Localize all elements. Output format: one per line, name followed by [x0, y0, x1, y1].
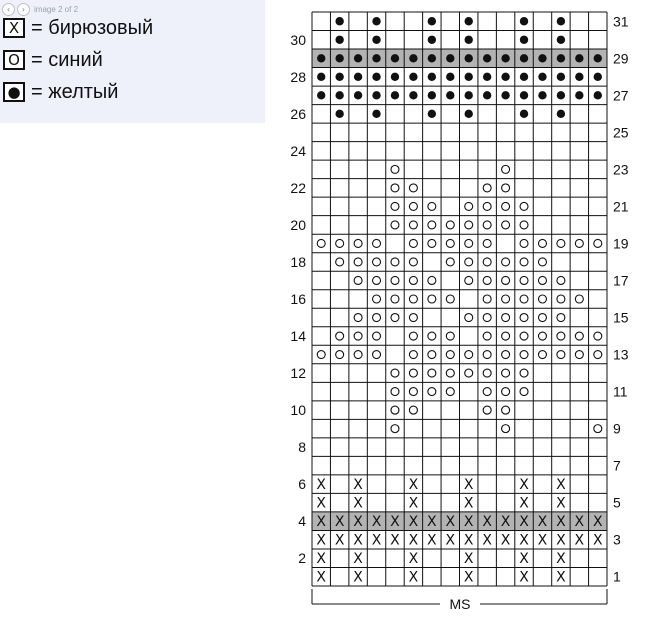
x-stitch: X: [427, 514, 437, 531]
open-circle-stitch: [538, 239, 546, 247]
x-stitch: X: [556, 495, 566, 512]
x-stitch: X: [556, 532, 566, 549]
row-number-left: 12: [290, 365, 306, 382]
filled-dot-stitch: [594, 73, 602, 81]
x-stitch: X: [316, 514, 327, 531]
legend-item-turquoise: [3, 15, 153, 41]
open-circle-stitch: [538, 295, 546, 303]
x-stitch: X: [408, 532, 419, 549]
x-stitch-icon: X: [3, 18, 25, 38]
open-circle-stitch: [336, 239, 344, 247]
open-circle-stitch: [428, 332, 436, 340]
filled-dot-stitch: [372, 91, 380, 99]
open-circle-stitch: [483, 202, 491, 210]
open-circle-stitch: [483, 388, 491, 396]
open-circle-stitch: [446, 369, 454, 377]
open-circle-stitch: [428, 388, 436, 396]
open-circle-stitch: [391, 406, 399, 414]
open-circle-stitch: [575, 351, 583, 359]
filled-dot-stitch: [391, 91, 399, 99]
open-circle-stitch: [465, 202, 473, 210]
filled-dot-stitch: [428, 36, 436, 44]
x-stitch: X: [334, 514, 345, 531]
open-circle-stitch: [354, 239, 362, 247]
x-stitch: X: [353, 569, 363, 586]
filled-dot-stitch: [465, 91, 473, 99]
open-circle-stitch: [373, 295, 381, 303]
open-circle-stitch: [409, 276, 417, 284]
x-stitch: X: [445, 532, 456, 549]
filled-dot-stitch: [520, 73, 528, 81]
open-circle-stitch: [428, 221, 436, 229]
row-number-right: 7: [613, 457, 621, 474]
x-stitch: X: [408, 551, 419, 568]
row-number-left: 10: [290, 402, 306, 419]
filled-dot-stitch: [501, 54, 509, 62]
open-circle-stitch: [483, 406, 491, 414]
x-stitch: X: [353, 532, 363, 549]
x-stitch: X: [537, 532, 548, 549]
legend-label: = желтый: [31, 80, 119, 103]
filled-dot-stitch: [409, 73, 417, 81]
open-circle-stitch: [594, 239, 602, 247]
x-stitch: X: [556, 551, 566, 568]
open-circle-stitch: [502, 221, 510, 229]
row-number-left: 2: [298, 550, 306, 567]
row-number-right: 5: [613, 494, 621, 511]
row-number-right: 17: [613, 272, 629, 289]
x-stitch: X: [519, 514, 529, 531]
x-stitch: X: [556, 514, 566, 531]
row-number-left: 6: [298, 476, 306, 493]
filled-dot-stitch: [557, 110, 565, 118]
x-stitch: X: [482, 514, 492, 531]
open-circle-stitch: [483, 258, 491, 266]
open-circle-stitch: [520, 351, 528, 359]
x-stitch: X: [592, 532, 603, 549]
filled-dot-stitch: [520, 36, 528, 44]
open-circle-stitch: [465, 369, 473, 377]
x-stitch: X: [482, 532, 492, 549]
filled-dot-stitch: [354, 73, 362, 81]
row-number-left: 30: [290, 31, 306, 48]
open-circle-stitch: [575, 239, 583, 247]
row-number-right: 19: [613, 235, 629, 252]
filled-dot-stitch: [391, 73, 399, 81]
open-circle-stitch: [575, 295, 583, 303]
open-circle-stitch: [520, 388, 528, 396]
row-number-left: 26: [290, 105, 306, 122]
x-stitch: X: [390, 514, 400, 531]
x-stitch: X: [390, 532, 400, 549]
open-circle-stitch: [336, 332, 344, 340]
row-number-right: 23: [613, 161, 629, 178]
x-stitch: X: [463, 551, 474, 568]
x-stitch: X: [519, 569, 529, 586]
filled-dot-stitch: [483, 91, 491, 99]
open-circle-stitch: [428, 202, 436, 210]
filled-dot-stitch: [409, 91, 417, 99]
open-circle-stitch: [409, 369, 417, 377]
filled-dot-stitch: [465, 73, 473, 81]
open-circle-stitch: [373, 314, 381, 322]
open-circle-stitch: [502, 369, 510, 377]
filled-dot-stitch: [372, 17, 380, 25]
open-circle-stitch: [409, 184, 417, 192]
filled-dot-stitch: [409, 54, 417, 62]
open-circle-stitch: [557, 239, 565, 247]
filled-dot-stitch: [520, 54, 528, 62]
filled-dot-stitch: [354, 54, 362, 62]
filled-dot-stitch: [428, 73, 436, 81]
open-circle-stitch: [520, 332, 528, 340]
legend-panel: [0, 0, 265, 123]
x-stitch: X: [519, 551, 529, 568]
x-stitch: X: [316, 569, 327, 586]
x-stitch: X: [316, 532, 327, 549]
filled-dot-stitch: [391, 54, 399, 62]
open-circle-stitch: [317, 239, 325, 247]
open-circle-stitch-icon: O: [3, 50, 25, 70]
row-number-left: 24: [290, 142, 306, 159]
x-stitch: X: [334, 532, 345, 549]
row-number-right: 11: [613, 383, 628, 400]
x-stitch: X: [316, 477, 327, 494]
row-number-right: 21: [613, 198, 629, 215]
open-circle-stitch: [520, 221, 528, 229]
x-stitch: X: [574, 532, 585, 549]
open-circle-stitch: [391, 184, 399, 192]
open-circle-stitch: [557, 351, 565, 359]
open-circle-stitch: [354, 314, 362, 322]
open-circle-stitch: [465, 351, 473, 359]
filled-dot-stitch: [372, 73, 380, 81]
open-circle-stitch: [409, 221, 417, 229]
open-circle-stitch: [428, 239, 436, 247]
filled-dot-stitch: [446, 54, 454, 62]
filled-dot-stitch: [501, 91, 509, 99]
open-circle-stitch: [557, 276, 565, 284]
open-circle-stitch: [409, 406, 417, 414]
open-circle-stitch: [594, 351, 602, 359]
open-circle-stitch: [502, 184, 510, 192]
filled-dot-stitch: [335, 91, 343, 99]
open-circle-stitch: [502, 202, 510, 210]
open-circle-stitch: [520, 314, 528, 322]
x-stitch: X: [408, 569, 419, 586]
filled-dot-stitch: [483, 73, 491, 81]
x-stitch: X: [408, 495, 419, 512]
open-circle-stitch: [409, 314, 417, 322]
open-circle-stitch: [446, 221, 454, 229]
open-circle-stitch: [391, 425, 399, 433]
open-circle-stitch: [575, 332, 583, 340]
row-number-left: 8: [298, 439, 306, 456]
x-stitch: X: [353, 514, 363, 531]
filled-dot-stitch: [335, 17, 343, 25]
open-circle-stitch: [557, 332, 565, 340]
x-stitch: X: [463, 569, 474, 586]
open-circle-stitch: [373, 276, 381, 284]
filled-dot-stitch: [465, 110, 473, 118]
x-stitch: X: [537, 514, 548, 531]
row-number-right: 25: [613, 124, 629, 141]
x-stitch: X: [371, 532, 382, 549]
open-circle-stitch: [520, 295, 528, 303]
open-circle-stitch: [594, 425, 602, 433]
x-stitch: X: [408, 477, 419, 494]
open-circle-stitch: [538, 276, 546, 284]
open-circle-stitch: [409, 295, 417, 303]
filled-dot-stitch: [335, 73, 343, 81]
filled-dot-stitch: [428, 91, 436, 99]
image-nav: [2, 2, 78, 16]
filled-dot-stitch: [501, 73, 509, 81]
x-stitch: X: [463, 532, 474, 549]
open-circle-stitch: [446, 332, 454, 340]
open-circle-stitch: [502, 351, 510, 359]
open-circle-stitch: [409, 332, 417, 340]
filled-dot-stitch: [594, 54, 602, 62]
filled-dot-stitch: [557, 36, 565, 44]
open-circle-stitch: [373, 332, 381, 340]
open-circle-stitch: [483, 295, 491, 303]
arrow-right-icon[interactable]: ›: [17, 3, 30, 16]
x-stitch: X: [519, 532, 529, 549]
open-circle-stitch: [520, 276, 528, 284]
open-circle-stitch: [483, 332, 491, 340]
open-circle-stitch: [465, 258, 473, 266]
open-circle-stitch: [446, 258, 454, 266]
filled-dot-stitch: [372, 110, 380, 118]
open-circle-stitch: [391, 202, 399, 210]
filled-dot-stitch: [538, 73, 546, 81]
open-circle-stitch: [354, 332, 362, 340]
x-stitch: X: [519, 477, 529, 494]
open-circle-stitch: [465, 276, 473, 284]
open-circle-stitch: [557, 295, 565, 303]
x-stitch: X: [353, 551, 363, 568]
x-stitch: X: [371, 514, 382, 531]
open-circle-stitch: [446, 239, 454, 247]
open-circle-stitch: [557, 314, 565, 322]
x-stitch: X: [463, 477, 474, 494]
filled-dot-stitch-icon: ●: [3, 82, 25, 102]
open-circle-stitch: [594, 332, 602, 340]
filled-dot-stitch: [557, 91, 565, 99]
legend-item-yellow: [3, 79, 118, 105]
filled-dot-stitch: [465, 17, 473, 25]
filled-dot-stitch: [317, 73, 325, 81]
open-circle-stitch: [428, 295, 436, 303]
open-circle-stitch: [446, 295, 454, 303]
filled-dot-stitch: [520, 91, 528, 99]
row-number-right: 31: [613, 13, 629, 30]
open-circle-stitch: [520, 239, 528, 247]
open-circle-stitch: [502, 388, 510, 396]
open-circle-stitch: [317, 351, 325, 359]
filled-dot-stitch: [446, 91, 454, 99]
open-circle-stitch: [409, 258, 417, 266]
filled-dot-stitch: [538, 91, 546, 99]
open-circle-stitch: [354, 351, 362, 359]
filled-dot-stitch: [575, 91, 583, 99]
filled-dot-stitch: [354, 91, 362, 99]
filled-dot-stitch: [594, 91, 602, 99]
x-stitch: X: [316, 551, 327, 568]
row-number-right: 3: [613, 531, 621, 548]
open-circle-stitch: [391, 165, 399, 173]
open-circle-stitch: [502, 332, 510, 340]
x-stitch: X: [500, 532, 511, 549]
open-circle-stitch: [465, 221, 473, 229]
x-stitch: X: [353, 477, 363, 494]
row-number-right: 29: [613, 50, 629, 67]
filled-dot-stitch: [557, 73, 565, 81]
filled-dot-stitch: [335, 110, 343, 118]
filled-dot-stitch: [520, 17, 528, 25]
legend-label: = бирюзовый: [31, 16, 154, 39]
x-stitch: X: [519, 495, 529, 512]
open-circle-stitch: [391, 258, 399, 266]
open-circle-stitch: [483, 221, 491, 229]
open-circle-stitch: [446, 388, 454, 396]
open-circle-stitch: [538, 314, 546, 322]
x-stitch: X: [427, 532, 437, 549]
x-stitch: X: [500, 514, 511, 531]
open-circle-stitch: [483, 184, 491, 192]
open-circle-stitch: [373, 239, 381, 247]
filled-dot-stitch: [335, 36, 343, 44]
x-stitch: X: [445, 514, 456, 531]
filled-dot-stitch: [446, 73, 454, 81]
row-number-right: 13: [613, 346, 629, 363]
open-circle-stitch: [391, 314, 399, 322]
x-stitch: X: [353, 495, 363, 512]
open-circle-stitch: [483, 369, 491, 377]
row-number-left: 28: [290, 68, 306, 85]
open-circle-stitch: [428, 276, 436, 284]
x-stitch: X: [408, 514, 419, 531]
open-circle-stitch: [409, 388, 417, 396]
filled-dot-stitch: [335, 54, 343, 62]
row-number-left: 4: [298, 513, 306, 530]
legend-item-blue: [3, 47, 103, 73]
filled-dot-stitch: [575, 73, 583, 81]
open-circle-stitch: [409, 351, 417, 359]
filled-dot-stitch: [483, 54, 491, 62]
open-circle-stitch: [409, 239, 417, 247]
open-circle-stitch: [465, 314, 473, 322]
open-circle-stitch: [483, 314, 491, 322]
filled-dot-stitch: [557, 17, 565, 25]
open-circle-stitch: [538, 332, 546, 340]
open-circle-stitch: [391, 388, 399, 396]
row-number-right: 15: [613, 309, 629, 326]
filled-dot-stitch: [428, 54, 436, 62]
filled-dot-stitch: [428, 110, 436, 118]
filled-dot-stitch: [317, 54, 325, 62]
open-circle-stitch: [502, 295, 510, 303]
image-counter: image 2 of 2: [34, 4, 79, 14]
open-circle-stitch: [373, 351, 381, 359]
filled-dot-stitch: [557, 54, 565, 62]
open-circle-stitch: [502, 406, 510, 414]
row-number-right: 9: [613, 420, 621, 437]
row-number-left: 14: [290, 328, 306, 345]
row-number-left: 22: [290, 179, 306, 196]
open-circle-stitch: [391, 369, 399, 377]
x-stitch: X: [592, 514, 603, 531]
open-circle-stitch: [483, 239, 491, 247]
row-number-right: 1: [613, 568, 621, 585]
open-circle-stitch: [502, 165, 510, 173]
open-circle-stitch: [446, 351, 454, 359]
x-stitch: X: [556, 569, 566, 586]
open-circle-stitch: [502, 276, 510, 284]
open-circle-stitch: [354, 258, 362, 266]
x-stitch: X: [574, 514, 585, 531]
filled-dot-stitch: [428, 17, 436, 25]
open-circle-stitch: [373, 258, 381, 266]
open-circle-stitch: [483, 276, 491, 284]
open-circle-stitch: [465, 239, 473, 247]
filled-dot-stitch: [317, 91, 325, 99]
open-circle-stitch: [391, 221, 399, 229]
open-circle-stitch: [538, 351, 546, 359]
open-circle-stitch: [520, 369, 528, 377]
x-stitch: X: [463, 514, 474, 531]
open-circle-stitch: [502, 425, 510, 433]
legend-label: = синий: [31, 48, 103, 71]
filled-dot-stitch: [465, 36, 473, 44]
row-number-right: 27: [613, 87, 629, 104]
open-circle-stitch: [391, 276, 399, 284]
x-stitch: X: [463, 495, 474, 512]
row-number-left: 20: [290, 216, 306, 233]
open-circle-stitch: [336, 258, 344, 266]
filled-dot-stitch: [575, 54, 583, 62]
row-number-left: 18: [290, 253, 306, 270]
filled-dot-stitch: [372, 36, 380, 44]
open-circle-stitch: [336, 351, 344, 359]
open-circle-stitch: [483, 351, 491, 359]
open-circle-stitch: [502, 258, 510, 266]
open-circle-stitch: [520, 258, 528, 266]
filled-dot-stitch: [465, 54, 473, 62]
filled-dot-stitch: [520, 110, 528, 118]
filled-dot-stitch: [372, 54, 380, 62]
filled-dot-stitch: [538, 54, 546, 62]
x-stitch: X: [556, 477, 566, 494]
open-circle-stitch: [391, 295, 399, 303]
open-circle-stitch: [354, 276, 362, 284]
open-circle-stitch: [502, 314, 510, 322]
open-circle-stitch: [428, 351, 436, 359]
open-circle-stitch: [409, 202, 417, 210]
open-circle-stitch: [520, 202, 528, 210]
ms-label: MS: [449, 596, 471, 612]
open-circle-stitch: [428, 369, 436, 377]
row-number-left: 16: [290, 291, 306, 307]
x-stitch: X: [316, 495, 327, 512]
open-circle-stitch: [538, 258, 546, 266]
arrow-left-icon[interactable]: ‹: [2, 3, 15, 16]
